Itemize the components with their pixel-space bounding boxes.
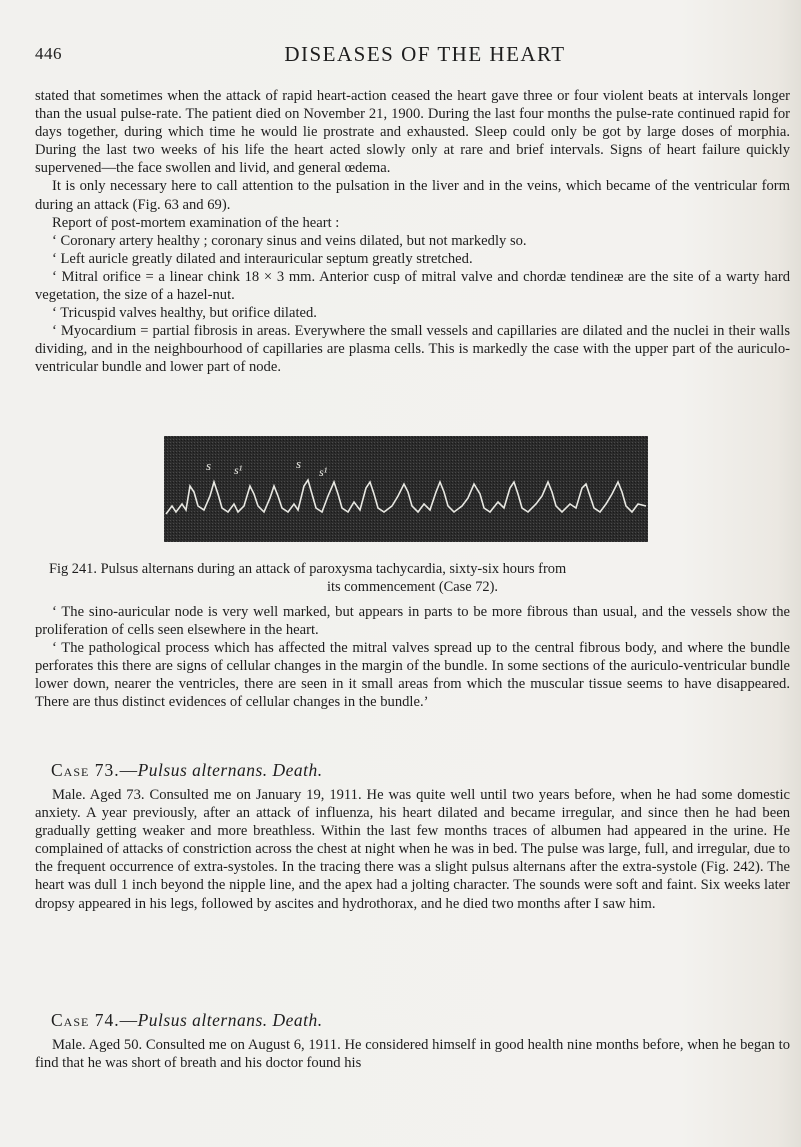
tracing-label-s1: s¹ [319,465,328,479]
paragraph: Report of post-mortem examination of the heart : [52,214,340,231]
tracing-label-s1: s¹ [234,463,243,477]
page-number: 446 [35,44,62,63]
page-header [35,42,795,72]
text-block-case-74 [35,1036,790,1072]
pulse-tracing-figure [164,436,648,542]
paragraph: ‘ Mitral orifice = a linear chink 18 × 3 mm. Anterior cusp of mitral valve and chordæ tendineæ are the site of a warty hard vegetation, the size of a hazel-nut. [35,268,790,304]
case-label: Case 74. [51,1010,120,1030]
case-73-heading: Case 73.—Pulsus alternans. Death. [51,760,323,780]
paragraph: ‘ Left auricle greatly dilated and interauricular septum greatly stretched. [52,250,473,267]
paragraph: stated that sometimes when the attack of rapid heart-action ceased the heart gave three or four violent beats at intervals longer than the usual pulse-rate. The patient died on November 21, 1900. During the last four months the pulse-rate continued rapid for days together, during which time he would lie prostrate and exhausted. Sleep could only be got by large doses of morphia. During the last two weeks of his life the heart acted slowly only at rare and brief intervals. Signs of heart failure quickly supervened—the face swollen and livid, and general œdema. [35,88,790,177]
figure-caption [35,560,790,596]
text-block-post-mortem [35,603,790,712]
caption-line: Fig 241. Pulsus alternans during an attack of paroxysma tachycardia, sixty-six hours from [49,561,567,577]
case-74-heading: Case 74.—Pulsus alternans. Death. [51,1010,323,1030]
paragraph: ‘ Tricuspid valves healthy, but orifice dilated. [52,305,317,322]
paragraph: ‘ The pathological process which has affected the mitral valves spread up to the central fibrous body, and where the bundle perforates this there are signs of cellular changes in the margin of the bundle. In some sections of the auriculo-ventricular bundle lower down, nearer the ventricles, there are seen in it small areas from which the muscular tissue seems to have disappeared. There are thus distinct evidences of cellular changes in the bundle.’ [35,640,790,711]
paragraph: Male. Aged 73. Consulted me on January 19, 1911. He was quite well until two years before, when he had some domestic anxiety. A year previously, after an attack of influenza, his heart dilated and became irregular, and since then he had been gradually getting weaker and more breathless. Within the last few months traces of albumen had appeared in the urine. He complained of attacks of constriction across the chest at night when he was in bed. The pulse was large, full, and irregular, due to the frequent occurrence of extra-systoles. In the tracing there was a slight pulsus alternans after the extra-systole (Fig. 242). The heart was dull 1 inch beyond the nipple line, and the apex had a jolting character. The sounds were soft and faint. Six weeks later dropsy appeared in his legs, followed by ascites and hydrothorax, and he died two months after I saw him. [35,787,790,912]
paragraph: ‘ Coronary artery healthy ; coronary sinus and veins dilated, but not markedly so. [52,232,527,249]
paragraph: Male. Aged 50. Consulted me on August 6, 1911. He considered himself in good health nine months before, when he began to find that he was short of breath and his doctor found his [35,1037,790,1072]
text-block-case-73 [35,786,790,913]
paragraph: ‘ The sino-auricular node is very well marked, but appears in parts to be more fibrous than usual, and the vessels show the proliferation of cells seen elsewhere in the heart. [35,604,790,639]
pulse-tracing-image [164,436,648,542]
text-block-case-72 [35,87,790,377]
running-head: DISEASES OF THE HEART [284,42,566,66]
case-title: Pulsus alternans. Death. [137,760,323,780]
case-label: Case 73. [51,760,120,780]
tracing-label-s: s [296,456,302,471]
tracing-label-s: s [206,458,212,473]
case-title: Pulsus alternans. Death. [137,1010,323,1030]
paragraph: ‘ Myocardium = partial fibrosis in areas. Everywhere the small vessels and capillaries are dilated and the nuclei in their walls dividing, and in the neighbourhood of capillaries are plasma cells. This is markedly the case with the upper part of the auriculo-ventricular bundle and lower part of node. [35,323,790,376]
paragraph: It is only necessary here to call attention to the pulsation in the liver and in the veins, which became of the ventricular form during an attack (Fig. 63 and 69). [35,178,790,213]
caption-line: its commencement (Case 72). [326,579,499,595]
